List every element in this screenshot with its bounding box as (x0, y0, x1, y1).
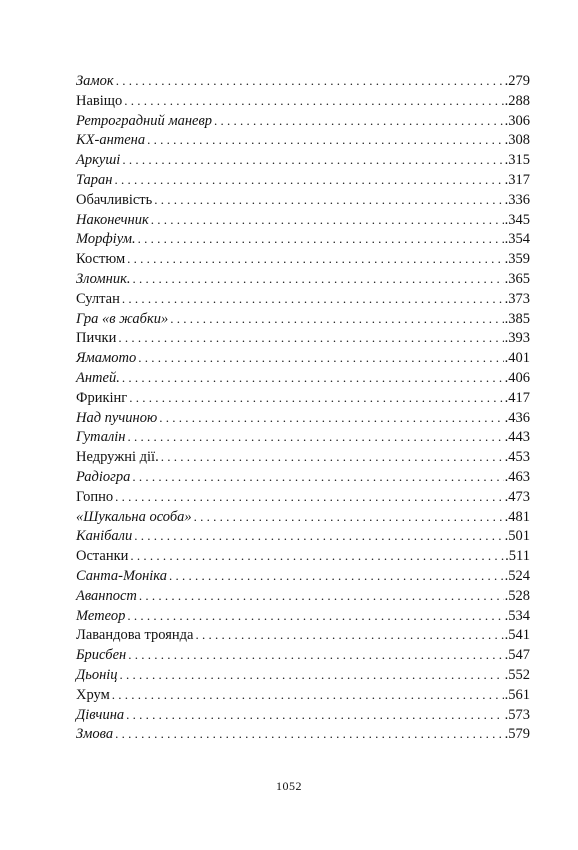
toc-entry-title: Антей. (76, 369, 120, 386)
toc-entry-title: Брисбен (76, 647, 127, 664)
toc-entry-title: Зломник. (76, 270, 131, 287)
toc-entry-page: .308 (504, 132, 530, 149)
toc-entry-title: Метеор (76, 607, 126, 624)
toc-entry-title: Санта-Моніка (76, 567, 167, 584)
dot-leader (116, 71, 504, 91)
toc-entry (76, 111, 530, 131)
toc-entry-title: Аванпост (76, 587, 137, 604)
dot-leader (154, 190, 503, 210)
toc-entry (76, 388, 530, 408)
toc-entry-title: КХ-антена (76, 132, 146, 149)
toc-entry (76, 487, 530, 507)
toc-entry (76, 130, 530, 150)
toc-entry-title: Ретроградний маневр (76, 112, 213, 129)
toc-entry (76, 269, 530, 289)
dot-leader (115, 724, 503, 744)
dot-leader (127, 606, 503, 626)
dot-leader (124, 91, 503, 111)
toc-entry-title: Костюм (76, 251, 126, 268)
toc-entry-page: .359 (504, 251, 530, 268)
dot-leader (112, 685, 504, 705)
toc-entry-page: .528 (504, 587, 530, 604)
toc-entry-title: Наконечник (76, 211, 149, 228)
dot-leader (122, 289, 504, 309)
toc-entry (76, 190, 530, 210)
toc-entry-page: .547 (504, 647, 530, 664)
dot-leader (161, 447, 504, 467)
dot-leader (128, 645, 503, 665)
dot-leader (122, 150, 503, 170)
toc-entry-page: .336 (504, 191, 530, 208)
toc-entry-page: .365 (504, 270, 530, 287)
toc-entry (76, 467, 530, 487)
dot-leader (118, 328, 503, 348)
toc-entry-title: Останки (76, 548, 129, 565)
toc-entry (76, 526, 530, 546)
toc-entry (76, 665, 530, 685)
toc-entry-page: .354 (504, 231, 530, 248)
toc-entry (76, 348, 530, 368)
toc-entry (76, 645, 530, 665)
toc-entry-page: .417 (504, 389, 530, 406)
toc-entry-title: Гра «в жабки» (76, 310, 169, 327)
dot-leader (132, 269, 503, 289)
toc-entry-title: Хрум (76, 686, 110, 703)
toc-entry-page: .552 (504, 666, 530, 683)
dot-leader (114, 170, 503, 190)
toc-entry-page: .393 (504, 330, 530, 347)
toc-entry-title: Пички (76, 330, 117, 347)
toc-entry-title: Обачливість (76, 191, 153, 208)
table-of-contents (76, 71, 530, 744)
toc-entry (76, 229, 530, 249)
toc-entry-page: .306 (504, 112, 530, 129)
toc-entry-title: Радіогра (76, 468, 131, 485)
dot-leader (151, 210, 504, 230)
toc-entry (76, 566, 530, 586)
toc-entry-title: «Шукальна особа» (76, 508, 192, 525)
toc-entry-page: .288 (504, 92, 530, 109)
toc-entry-page: .406 (504, 369, 530, 386)
toc-entry (76, 685, 530, 705)
toc-entry-title: Гопно (76, 488, 114, 505)
toc-entry (76, 724, 530, 744)
toc-entry (76, 408, 530, 428)
toc-entry-page: .534 (504, 607, 530, 624)
toc-entry-title: Султан (76, 290, 120, 307)
toc-entry-title: Лавандова троянда (76, 627, 194, 644)
toc-entry (76, 150, 530, 170)
toc-entry-page: .453 (504, 449, 530, 466)
toc-entry (76, 71, 530, 91)
dot-leader (120, 665, 504, 685)
toc-entry-page: .279 (504, 73, 530, 89)
dot-leader (159, 408, 503, 428)
toc-entry-page: .385 (504, 310, 530, 327)
toc-entry-page: .317 (504, 171, 530, 188)
dot-leader (147, 130, 504, 150)
toc-entry-title: Ямамото (76, 350, 137, 367)
toc-entry (76, 447, 530, 467)
toc-entry-title: Фрикінг (76, 389, 128, 406)
toc-entry-title: Дівчина (76, 706, 125, 723)
dot-leader (115, 487, 503, 507)
toc-entry-title: Канібали (76, 528, 133, 545)
dot-leader (170, 309, 503, 329)
toc-entry-page: .501 (504, 528, 530, 545)
toc-entry-page: .373 (504, 290, 530, 307)
dot-leader (129, 388, 503, 408)
toc-entry-title: Дьоніц (76, 666, 118, 683)
toc-entry-title: Таран (76, 171, 113, 188)
toc-entry-title: Над пучиною (76, 409, 158, 426)
dot-leader (134, 526, 503, 546)
toc-entry-page: .443 (504, 429, 530, 446)
toc-entry (76, 586, 530, 606)
toc-entry (76, 427, 530, 447)
toc-entry-page: .473 (504, 488, 530, 505)
dot-leader (139, 586, 504, 606)
toc-entry-page: .579 (504, 726, 530, 743)
toc-entry-title: Гуталін (76, 429, 126, 446)
toc-entry-title: Аркуші (76, 152, 121, 169)
toc-entry-page: .436 (504, 409, 530, 426)
dot-leader (122, 368, 504, 388)
toc-entry-title: Змова (76, 726, 114, 743)
dot-leader (214, 111, 504, 131)
toc-entry-page: .573 (504, 706, 530, 723)
dot-leader (128, 427, 504, 447)
toc-entry-page: .463 (504, 468, 530, 485)
toc-entry-page: .541 (504, 627, 530, 644)
toc-entry-page: .481 (504, 508, 530, 525)
toc-entry (76, 507, 530, 527)
dot-leader (130, 546, 504, 566)
toc-entry (76, 368, 530, 388)
toc-entry-title: Замок (76, 73, 114, 89)
dot-leader (132, 467, 503, 487)
toc-entry-page: .315 (504, 152, 530, 169)
toc-entry-page: .401 (504, 350, 530, 367)
toc-entry (76, 705, 530, 725)
dot-leader (169, 566, 504, 586)
dot-leader (126, 705, 503, 725)
dot-leader (195, 625, 503, 645)
dot-leader (138, 229, 504, 249)
toc-entry-title: Недружні дії. (76, 449, 159, 466)
toc-entry (76, 546, 530, 566)
toc-entry (76, 625, 530, 645)
dot-leader (138, 348, 503, 368)
toc-entry-page: .511 (505, 548, 530, 565)
toc-entry-page: .524 (504, 567, 530, 584)
toc-entry (76, 289, 530, 309)
toc-entry (76, 91, 530, 111)
page-number: 1052 (276, 779, 302, 793)
dot-leader (194, 507, 504, 527)
toc-entry (76, 249, 530, 269)
toc-entry (76, 606, 530, 626)
toc-entry-page: .345 (504, 211, 530, 228)
toc-entry-page: .561 (504, 686, 530, 703)
toc-entry-title: Навіщо (76, 92, 123, 109)
toc-entry (76, 210, 530, 230)
dot-leader (127, 249, 503, 269)
toc-entry (76, 309, 530, 329)
toc-entry-title: Морфіум. (76, 231, 136, 248)
toc-entry (76, 328, 530, 348)
toc-entry (76, 170, 530, 190)
